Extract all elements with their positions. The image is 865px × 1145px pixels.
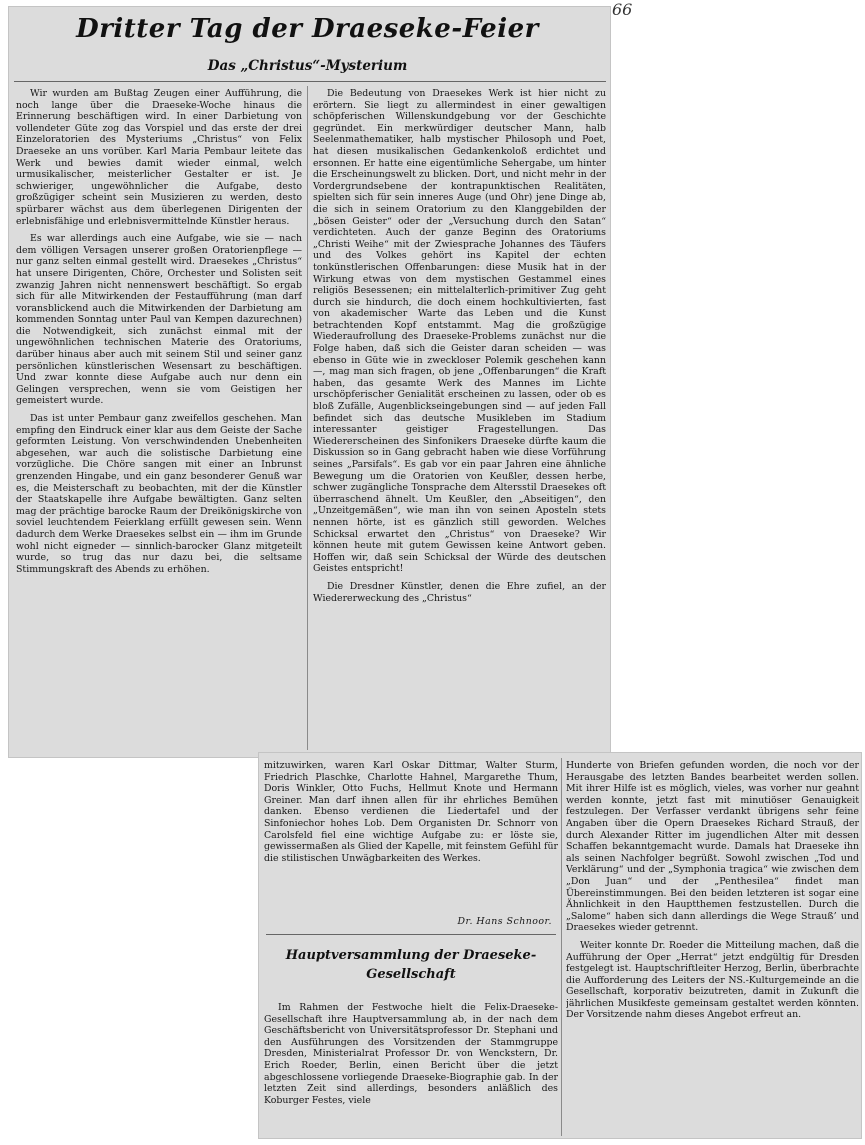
column-divider: [561, 758, 562, 1136]
paragraph: Wir wurden am Bußtag Zeugen einer Aufführung, die noch lange über die Draeseke-Woche hinaus die Erinnerung beschäftigen wird. In einer Darbietung von vollendeter Güte zog das Vorspiel und das erste der drei Einzeloratorien des Mysteriums „Christus“ von Felix Draeseke an uns vorüber. Karl Maria Pembaur leitete das Werk und bewies damit wieder einmal, welch urmusikalischer, meisterlicher Gestalter er ist. Je schwieriger, ungewöhnlicher die Aufgabe, desto großzügiger scheint sein Musizieren zu werden, desto spürbarer wächst aus dem überlegenen Dirigenten der erlebnisfähige und erlebnisvermittelnde Künstler heraus.: [16, 88, 302, 227]
second-article-column-2: [566, 760, 859, 1136]
handwritten-page-number: 66: [612, 0, 633, 19]
article-column-2: [313, 88, 606, 748]
paragraph: Die Dresdner Künstler, denen die Ehre zufiel, an der Wiedererweckung des „Christus“: [313, 580, 606, 604]
headline-rule: [14, 81, 606, 82]
paragraph: Hunderte von Briefen gefunden worden, die noch vor der Herausgabe des letzten Bandes bearbeitet werden sollen. Mit ihrer Hilfe ist es möglich, vieles, was vorher nur geahnt werden konnte, jetzt fast mit minutiöser Genauigkeit festzulegen. Der Verfasser verdankt übrigens sehr feine Angaben über die Opern Draesekes Richard Strauß, der durch Alexander Ritter im jugendlichen Alter mit dessen Schaffen bekanntgemacht wurde. Damals hat Draeseke ihn als seinen Nachfolger begrüßt. Sowohl zwischen „Tod und Verklärung“ und der „Symphonia tragica“ wie zwischen dem „Don Juan“ und der „Penthesilea“ findet man Übereinstimmungen. Bei den beiden letzteren ist sogar eine Ähnlichkeit in den Hauptthemen festzustellen. Durch die „Salome“ haben sich dann allerdings die Wege Strauß’ und Draesekes wieder getrennt.: [566, 760, 859, 934]
paragraph: Die Bedeutung von Draesekes Werk ist hier nicht zu erörtern. Sie liegt zu allermindest in einer gewaltigen schöpferischen Willenskundgebung vor der Geschichte gegründet. Ein merkwürdiger deutscher Mann, halb Seelenmathematiker, halb mystischer Philosoph und Poet, hat diesen musikalischen Gedankenkoloß erdichtet und ersonnen. Er hatte eine eigentümliche Sehergabe, um hinter die Erscheinungswelt zu blicken. Dort, und nicht mehr in der Vordergrundsebene der kontrapunktischen Realitäten, spielten sich für sein inneres Auge (und Ohr) jene Dinge ab, die sich in seinem Oratorium zu den Klanggebilden der „bösen Geister“ oder der „Versuchung durch den Satan“ verdichteten. Auch der ganze Beginn des Oratoriums „Christi Weihe“ mit der Zwiesprache Johannes des Täufers und des Volkes gehört ins Kapitel der echten tonkünstlerischen Offenbarungen: diese Musik hat in der Wirkung etwas von dem mystischen Gestammel eines religiös Besessenen; ein mittelalterlich-primitiver Zug geht durch sie hindurch, die doch einem hochkultivierten, fast von akademischer Warte das Leben und die Kunst betrachtenden Kopf entstammt. Mag die großzügige Wiederaufrollung des Draeseke-Problems zunächst nur die Folge haben, daß sich die Geister daran scheiden — was ebenso in Güte wie in zweckloser Polemik geschehen kann —, mag man sich fragen, ob jene „Offenbarungen“ die Kraft haben, das gesamte Werk des Mannes im Lichte urschöpferischer Genialität erscheinen zu lassen, oder ob es bloß Zufälle, Augenblickseingebungen sind — auf jeden Fall befindet sich das deutsche Musikleben im Stadium interessanter geistiger Fragestellungen. Das Wiedererscheinen des Sinfonikers Draeseke dürfte kaum die Diskussion so in Gang gebracht haben wie diese Vorführung seines „Parsifals“. Es gab vor ein paar Jahren eine ähnliche Bewegung um die Oratorien von Keußler, dessen herbe, schwer zugängliche Tonsprache dem Altersstil Draesekes oft überraschend ähnelt. Um Keußler, den „Abseitigen“, den „Unzeitgemäßen“, wie man ihn von seinen Aposteln stets nennen hörte, ist es gänzlich still geworden. Welches Schicksal erwartet den „Christus“ von Draeseke? Wir können heute mit gutem Gewissen keine Antwort geben. Hoffen wir, daß sein Schicksal der Würde des deutschen Geistes entspricht!: [313, 88, 606, 575]
second-article-headline: Hauptversammlung der Draeseke-Gesellschaft: [285, 948, 537, 982]
paragraph: mitzuwirken, waren Karl Oskar Dittmar, Walter Sturm, Friedrich Plaschke, Charlotte Hahnel, Margarethe Thum, Doris Winkler, Otto Fuchs, Hellmut Knote und Hermann Greiner. Man darf ihnen allen für ihr ehrliches Bemühen danken. Ebenso verdienen die Liedertafel und der Sinfoniechor hohes Lob. Dem Organisten Dr. Schnorr von Carolsfeld fiel eine wichtige Aufgabe zu: er löste sie, gewissermaßen als Glied der Kapelle, mit feinstem Gefühl für die stilistischen Unwägbarkeiten des Werkes.: [264, 760, 558, 864]
article-subheadline: Das „Christus“-Mysterium: [207, 58, 408, 74]
article-headline: Dritter Tag der Draeseke-Feier: [76, 14, 539, 44]
paragraph: Im Rahmen der Festwoche hielt die Felix-Draeseke-Gesellschaft ihre Hauptversammlung ab, in der nach dem Geschäftsbericht von Universitätsprofessor Dr. Stephani und den Ausführungen des Vorsitzenden der Stammgruppe Dresden, Ministerialrat Professor Dr. von Wenckstern, Dr. Erich Roeder, Berlin, einen Bericht über die jetzt abgeschlossene vorliegende Draeseke-Biographie gab. In der letzten Zeit sind allerdings, besonders anläßlich des Koburger Festes, viele: [264, 1002, 558, 1106]
article-column-3: [264, 760, 558, 928]
section-rule: [266, 934, 556, 935]
paragraph: Es war allerdings auch eine Aufgabe, wie sie — nach dem völligen Versagen unserer großen Oratorienpflege — nur ganz selten einmal gestellt wird. Draesekes „Christus“ hat unsere Dirigenten, Chöre, Orchester und Solisten seit zwanzig Jahren nicht nennenswert beschäftigt. So ergab sich für alle Mitwirkenden der Festaufführung (man darf voransblickend auch die Mitwirkenden der Darbietung am kommenden Sonntag unter Paul van Kempen dazurechnen) die Notwendigkeit, sich zunächst einmal mit der ungewöhnlichen technischen Materie des Oratoriums, darüber hinaus aber auch mit seinem Stil und seiner ganz persönlichen künstlerischen Wesensart zu beschäftigen. Und zwar konnte diese Aufgabe auch nur denn ein Gelingen versprechen, wenn sie vom Geistigen her gemeistert wurde.: [16, 233, 302, 407]
paragraph: Weiter konnte Dr. Roeder die Mitteilung machen, daß die Aufführung der Oper „Herrat“ jetzt endgültig für Dresden festgelegt ist. Hauptschriftleiter Herzog, Berlin, überbrachte die Aufforderung des Leiters der NS.-Kulturgemeinde an die Gesellschaft, korporativ beizutreten, damit in Zukunft die jährlichen Musikfeste gemeinsam gestaltet werden könnten. Der Vorsitzende nahm dieses Angebot erfreut an.: [566, 939, 859, 1021]
article-column-1: [16, 88, 302, 754]
column-divider: [307, 86, 308, 750]
paragraph: Das ist unter Pembaur ganz zweifellos geschehen. Man empfing den Eindruck einer klar aus dem Geiste der Sache geformten Leistung. Von verschwindenden Unebenheiten abgesehen, war auch die solistische Darbietung eine vorzügliche. Die Chöre sangen mit einer an Inbrunst grenzenden Hingabe, und ein ganz besonderer Genuß war es, die Meisterschaft zu beobachten, mit der die Künstler der Staatskapelle ihre Aufgabe bewältigten. Ganz selten mag der prächtige barocke Raum der Dreikönigskirche von soviel leuchtendem Feierklang erfüllt gewesen sein. Wenn dadurch dem Werke Draesekes selbst ein — ihm im Grunde wohl nicht eigneder — sinnlich-barocker Glanz mitgeteilt wurde, so trug das nur dazu bei, die seltsame Stimmungskraft des Abends zu erhöhen.: [16, 413, 302, 575]
second-article-column-1: [264, 1002, 558, 1138]
author-byline: Dr. Hans Schnoor.: [457, 916, 552, 927]
